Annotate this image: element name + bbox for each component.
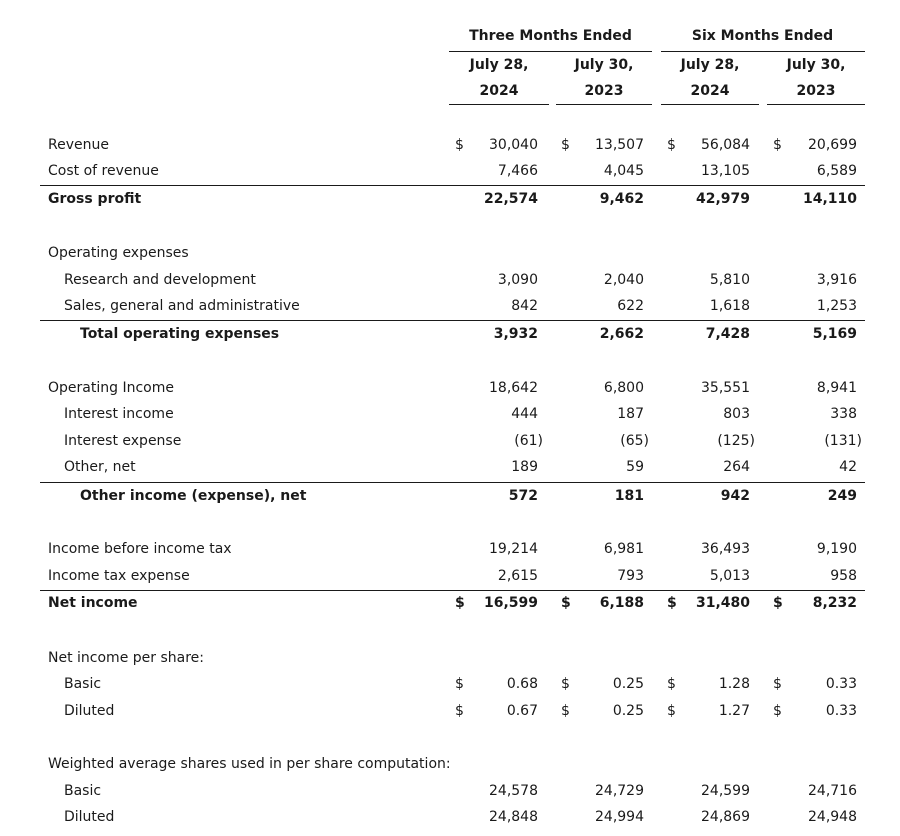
header-six-months: Six Months Ended: [691, 28, 834, 44]
row-income-before-tax-value: 9,190: [816, 541, 857, 557]
row-revenue-value: 56,084: [701, 137, 750, 153]
row-gross-profit-value: 42,979: [695, 191, 750, 207]
row-operating-income-value: 35,551: [701, 380, 750, 396]
row-shares-basic-value: 24,729: [595, 783, 644, 799]
row-shares-basic-value: 24,716: [808, 783, 857, 799]
row-eps-diluted-label: Diluted: [64, 703, 115, 719]
row-gross-profit-value: 9,462: [599, 191, 644, 207]
section-weighted-shares: Weighted average shares used in per share computation:: [48, 756, 451, 772]
currency-symbol: $: [773, 595, 783, 611]
currency-symbol: $: [667, 676, 676, 692]
col2-date: July 30,: [574, 57, 634, 73]
section-operating-expenses: Operating expenses: [48, 245, 189, 261]
row-cost-of-revenue-label: Cost of revenue: [48, 163, 159, 179]
row-interest-income-value: 187: [617, 406, 644, 422]
row-total-operating-expenses-value: 3,932: [493, 326, 538, 342]
row-other-income-expense-label: Other income (expense), net: [80, 488, 307, 504]
currency-symbol: $: [561, 703, 570, 719]
row-eps-diluted-value: 0.67: [506, 703, 538, 719]
row-other-income-expense-value: 249: [827, 488, 857, 504]
row-net-income-value: 8,232: [812, 595, 857, 611]
row-interest-expense-label: Interest expense: [64, 433, 182, 449]
row-revenue-value: 13,507: [595, 137, 644, 153]
row-total-operating-expenses-value: 5,169: [812, 326, 857, 342]
row-sga-value: 842: [511, 298, 538, 314]
row-other-net-value: 59: [626, 459, 644, 475]
row-net-income-value: 6,188: [599, 595, 644, 611]
col4-year: 2023: [796, 83, 836, 99]
row-net-income-value: 31,480: [695, 595, 750, 611]
row-income-tax-expense-value: 2,615: [497, 568, 538, 584]
row-shares-diluted-value: 24,869: [701, 809, 750, 825]
divider: [40, 482, 865, 483]
divider: [40, 320, 865, 321]
row-interest-income-value: 444: [511, 406, 538, 422]
row-operating-income-value: 6,800: [603, 380, 644, 396]
row-other-income-expense-value: 181: [614, 488, 644, 504]
row-other-income-expense-value: 942: [720, 488, 750, 504]
currency-symbol: $: [667, 703, 676, 719]
row-income-before-tax-value: 36,493: [701, 541, 750, 557]
row-shares-basic-value: 24,578: [489, 783, 538, 799]
divider: [40, 590, 865, 591]
currency-symbol: $: [773, 703, 782, 719]
col1-underline: [449, 104, 549, 105]
row-sga-value: 622: [617, 298, 644, 314]
currency-symbol: $: [773, 676, 782, 692]
section-net-income-per-share: Net income per share:: [48, 650, 204, 666]
row-income-tax-expense-value: 958: [830, 568, 857, 584]
row-sga-value: 1,618: [709, 298, 750, 314]
row-eps-basic-value: 0.25: [612, 676, 644, 692]
currency-symbol: $: [455, 703, 464, 719]
row-income-before-tax-value: 6,981: [603, 541, 644, 557]
row-operating-income-label: Operating Income: [48, 380, 174, 396]
row-research-development-value: 2,040: [603, 272, 644, 288]
header-divider-six: [661, 51, 865, 52]
header-divider-three: [449, 51, 652, 52]
col4-underline: [767, 104, 865, 105]
row-research-development-value: 3,916: [816, 272, 857, 288]
row-other-net-label: Other, net: [64, 459, 136, 475]
row-other-net-value: 189: [511, 459, 538, 475]
row-shares-diluted-value: 24,948: [808, 809, 857, 825]
col3-underline: [661, 104, 759, 105]
row-total-operating-expenses-label: Total operating expenses: [80, 326, 280, 342]
row-income-before-tax-label: Income before income tax: [48, 541, 232, 557]
row-cost-of-revenue-value: 4,045: [603, 163, 644, 179]
row-income-tax-expense-value: 793: [617, 568, 644, 584]
row-shares-basic-label: Basic: [64, 783, 102, 799]
row-interest-expense-value: (125): [717, 433, 755, 449]
row-shares-diluted-value: 24,994: [595, 809, 644, 825]
row-net-income-value: 16,599: [483, 595, 538, 611]
header-three-months: Three Months Ended: [469, 28, 632, 44]
row-research-development-value: 5,810: [709, 272, 750, 288]
row-shares-diluted-label: Diluted: [64, 809, 115, 825]
row-revenue-value: 20,699: [808, 137, 857, 153]
row-eps-diluted-value: 1.27: [718, 703, 750, 719]
row-interest-income-value: 338: [830, 406, 857, 422]
row-research-development-label: Research and development: [64, 272, 256, 288]
row-interest-expense-value: (61): [514, 433, 543, 449]
divider: [40, 185, 865, 186]
row-eps-basic-label: Basic: [64, 676, 102, 692]
col3-year: 2024: [690, 83, 730, 99]
currency-symbol: $: [667, 137, 676, 153]
row-other-net-value: 42: [839, 459, 857, 475]
row-cost-of-revenue-value: 6,589: [816, 163, 857, 179]
row-shares-basic-value: 24,599: [701, 783, 750, 799]
currency-symbol: $: [455, 676, 464, 692]
row-cost-of-revenue-value: 7,466: [497, 163, 538, 179]
row-sga-label: Sales, general and administrative: [64, 298, 300, 314]
currency-symbol: $: [455, 137, 464, 153]
currency-symbol: $: [561, 595, 571, 611]
currency-symbol: $: [561, 676, 570, 692]
row-total-operating-expenses-value: 7,428: [705, 326, 750, 342]
row-revenue-value: 30,040: [489, 137, 538, 153]
currency-symbol: $: [773, 137, 782, 153]
row-gross-profit-value: 14,110: [802, 191, 857, 207]
row-eps-basic-value: 1.28: [718, 676, 750, 692]
row-other-net-value: 264: [723, 459, 750, 475]
row-gross-profit-label: Gross profit: [48, 191, 142, 207]
row-income-before-tax-value: 19,214: [489, 541, 538, 557]
row-sga-value: 1,253: [816, 298, 857, 314]
row-interest-expense-value: (65): [620, 433, 649, 449]
row-operating-income-value: 8,941: [816, 380, 857, 396]
col2-year: 2023: [584, 83, 624, 99]
col2-underline: [556, 104, 652, 105]
currency-symbol: $: [561, 137, 570, 153]
row-interest-expense-value: (131): [824, 433, 862, 449]
row-income-tax-expense-label: Income tax expense: [48, 568, 190, 584]
row-other-income-expense-value: 572: [508, 488, 538, 504]
currency-symbol: $: [667, 595, 677, 611]
row-eps-basic-value: 0.68: [506, 676, 538, 692]
row-eps-diluted-value: 0.25: [612, 703, 644, 719]
row-eps-diluted-value: 0.33: [825, 703, 857, 719]
col3-date: July 28,: [680, 57, 740, 73]
row-operating-income-value: 18,642: [489, 380, 538, 396]
row-interest-income-value: 803: [723, 406, 750, 422]
row-cost-of-revenue-value: 13,105: [701, 163, 750, 179]
col4-date: July 30,: [786, 57, 846, 73]
row-eps-basic-value: 0.33: [825, 676, 857, 692]
row-research-development-value: 3,090: [497, 272, 538, 288]
row-total-operating-expenses-value: 2,662: [599, 326, 644, 342]
col1-year: 2024: [479, 83, 519, 99]
row-interest-income-label: Interest income: [64, 406, 174, 422]
row-net-income-label: Net income: [48, 595, 138, 611]
col1-date: July 28,: [469, 57, 529, 73]
row-gross-profit-value: 22,574: [483, 191, 538, 207]
currency-symbol: $: [455, 595, 465, 611]
row-shares-diluted-value: 24,848: [489, 809, 538, 825]
row-revenue-label: Revenue: [48, 137, 109, 153]
row-income-tax-expense-value: 5,013: [709, 568, 750, 584]
